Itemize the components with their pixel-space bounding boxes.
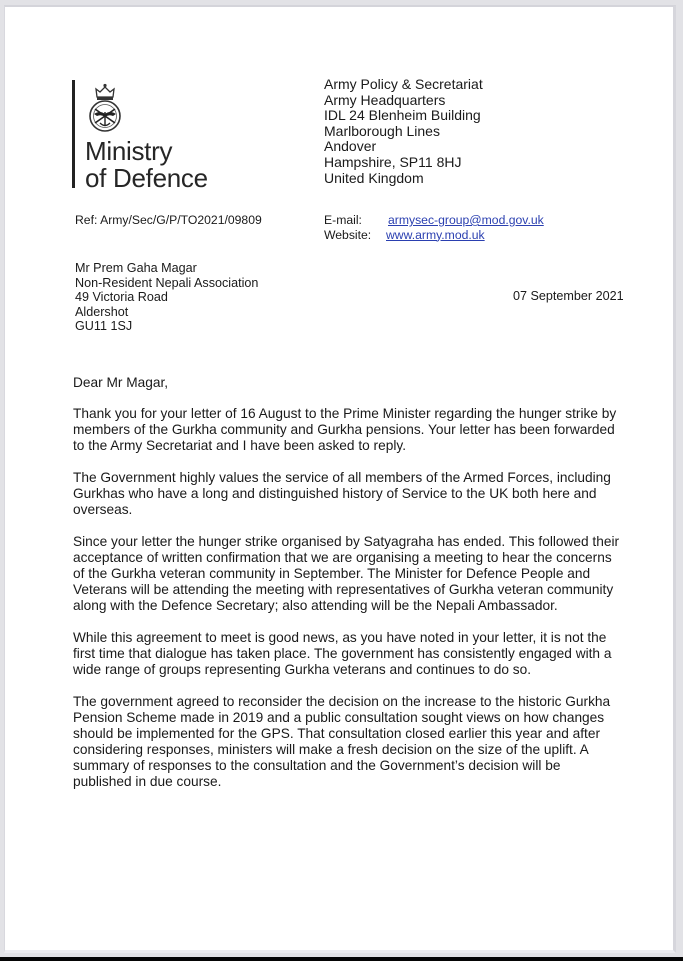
reference-number: Ref: Army/Sec/G/P/TO2021/09809 — [75, 213, 262, 227]
body-line: summary of responses to the consultation and the Government’s decision will be — [73, 758, 561, 773]
body-line: members of the Gurkha community and Gurkha pensions. Your letter has been forwarded — [73, 422, 615, 437]
bottom-edge-bar — [0, 957, 683, 961]
recipient-street: 49 Victoria Road — [75, 290, 168, 304]
body-line: The government agreed to reconsider the decision on the increase to the historic Gurkha — [73, 694, 611, 709]
sender-address — [324, 77, 483, 186]
body-line: to the Army Secretariat and I have been asked to reply. — [73, 438, 406, 453]
website-label: Website: — [324, 227, 372, 242]
mod-crest-icon — [87, 83, 123, 135]
salutation: Dear Mr Magar, — [73, 375, 169, 390]
paragraph-5 — [73, 694, 633, 790]
body-line: Veterans will be attending the meeting with representatives of Gurkha veteran community — [73, 582, 614, 597]
body-line: along with the Defence Secretary; also attending will be the Nepali Ambassador. — [73, 598, 558, 613]
sender-address-line: Army Headquarters — [324, 91, 446, 108]
recipient-organisation: Non-Resident Nepali Association — [75, 275, 259, 290]
letter-page — [4, 5, 676, 953]
paragraph-3 — [73, 534, 633, 614]
body-line: Pension Scheme made in 2019 and a public consultation sought views on how changes — [73, 710, 605, 725]
sender-address-line: Andover — [324, 138, 377, 155]
body-line: Thank you for your letter of 16 August to the Prime Minister regarding the hunger strike by — [73, 406, 617, 421]
sender-address-line: Hampshire, SP11 8HJ — [324, 153, 462, 170]
logo-line-1: Ministry — [85, 136, 173, 166]
body-line: While this agreement to meet is good news, as you have noted in your letter, it is not the — [73, 630, 607, 645]
recipient-town: Aldershot — [75, 304, 129, 319]
body-line: first time that dialogue has taken place. The government has consistently engaged with a — [73, 646, 612, 661]
body-line: wide range of groups representing Gurkha veterans and continues to do so. — [73, 662, 532, 677]
recipient-postcode: GU11 1SJ — [75, 319, 133, 333]
body-line: of the Gurkha veteran community in September. The Minister for Defence People and — [73, 566, 591, 581]
letter-date: 07 September 2021 — [513, 289, 624, 303]
body-line: Gurkhas who have a long and distinguished history of Service to the UK both here and — [73, 486, 597, 501]
email-row — [324, 213, 544, 228]
logo-divider-rule — [72, 80, 75, 188]
body-line: published in due course. — [73, 774, 222, 789]
paragraph-4 — [73, 630, 633, 678]
sender-address-line: United Kingdom — [324, 169, 424, 186]
website-link[interactable]: www.army.mod.uk — [386, 227, 485, 242]
body-line: Since your letter the hunger strike organised by Satyagraha has ended. This followed their — [73, 534, 620, 549]
logo-line-2: of Defence — [85, 163, 208, 193]
body-line: should be implemented for the GPS. That consultation closed earlier this year and after — [73, 726, 601, 741]
letter-body — [73, 375, 633, 806]
body-line: overseas. — [73, 502, 133, 517]
body-line: acceptance of written confirmation that we are organising a meeting to hear the concerns — [73, 550, 612, 565]
body-line: The Government highly values the service of all members of the Armed Forces, including — [73, 470, 611, 485]
sender-address-line: IDL 24 Blenheim Building — [324, 107, 481, 124]
email-link[interactable]: armysec-group@mod.gov.uk — [388, 213, 544, 227]
body-line: considering responses, ministers will make a fresh decision on the size of the uplift. A — [73, 742, 589, 757]
sender-address-line: Marlborough Lines — [324, 122, 440, 139]
paragraph-2 — [73, 470, 633, 518]
email-label: E-mail: — [324, 213, 362, 227]
website-row — [324, 228, 544, 243]
ministry-of-defence-wordmark — [85, 138, 208, 192]
sender-address-line: Army Policy & Secretariat — [324, 76, 483, 92]
recipient-name: Mr Prem Gaha Magar — [75, 261, 197, 275]
contact-details — [324, 213, 544, 242]
paragraph-1 — [73, 406, 633, 454]
recipient-address — [75, 261, 258, 334]
